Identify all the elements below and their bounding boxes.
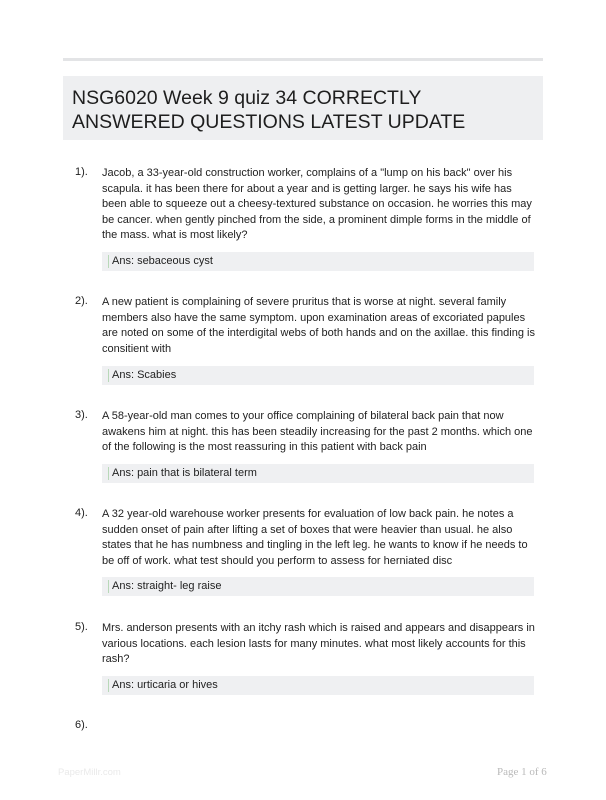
answer-box bbox=[102, 464, 534, 483]
question-number: 4). bbox=[75, 507, 88, 519]
question-number: 5). bbox=[75, 621, 88, 633]
answer-marker bbox=[108, 369, 109, 382]
top-divider bbox=[63, 58, 543, 61]
document-title: NSG6020 Week 9 quiz 34 CORRECTLY ANSWERED QUESTIONS LATEST UPDATE bbox=[72, 87, 466, 133]
question-number: 1). bbox=[75, 166, 88, 178]
question-text: A 32 year-old warehouse worker presents for evaluation of low back pain. he notes a sudden onset of pain after lifting a set of boxes that were heavier than usual. he also states that he has numbness and tingling in the left leg. he wants to know if he needs to be off of work. what test should you perform to assess for herniated disc bbox=[102, 508, 528, 567]
question-number: 3). bbox=[75, 409, 88, 421]
answer-text: Ans: Scabies bbox=[112, 369, 177, 381]
answer-marker bbox=[108, 679, 109, 692]
answer-box bbox=[102, 366, 534, 385]
answer-marker bbox=[108, 467, 109, 480]
question-text: A 58-year-old man comes to your office complaining of bilateral back pain that now awakens him at night. this has been steadily increasing for the past 2 months. which one of the following is the most reassuring in this patient with back pain bbox=[102, 410, 533, 453]
answer-marker bbox=[108, 580, 109, 593]
answer-text: Ans: pain that is bilateral term bbox=[112, 467, 257, 479]
answer-box bbox=[102, 577, 534, 596]
question-text: Jacob, a 33-year-old construction worker, complains of a "lump on his back" over his scapula. it has been there for about a year and is getting larger. he says his wife has been able to squeeze out a cheesy-textured substance on occasion. he worries this may be cancer. when gently pinched from the side, a prominent dimple forms in the middle of the mass. what is most likely? bbox=[102, 167, 532, 241]
answer-box bbox=[102, 676, 534, 695]
question-text: A new patient is complaining of severe pruritus that is worse at night. several family members also have the same symptom. upon examination areas of excoriated papules are noted on some of the interdigital webs of both hands and on the axillae. this finding is consitient with bbox=[102, 296, 535, 355]
answer-box bbox=[102, 252, 534, 271]
footer-watermark: PaperMillr.com bbox=[58, 767, 121, 778]
answer-text: Ans: straight- leg raise bbox=[112, 580, 222, 592]
answer-marker bbox=[108, 255, 109, 268]
question-text: Mrs. anderson presents with an itchy rash which is raised and appears and disappears in various locations. each lesion lasts for many minutes. what most likely accounts for this rash? bbox=[102, 622, 535, 665]
answer-text: Ans: sebaceous cyst bbox=[112, 255, 213, 267]
page-indicator: Page 1 of 6 bbox=[497, 766, 547, 778]
question-number: 2). bbox=[75, 295, 88, 307]
answer-text: Ans: urticaria or hives bbox=[112, 679, 218, 691]
question-number: 6). bbox=[75, 719, 88, 731]
